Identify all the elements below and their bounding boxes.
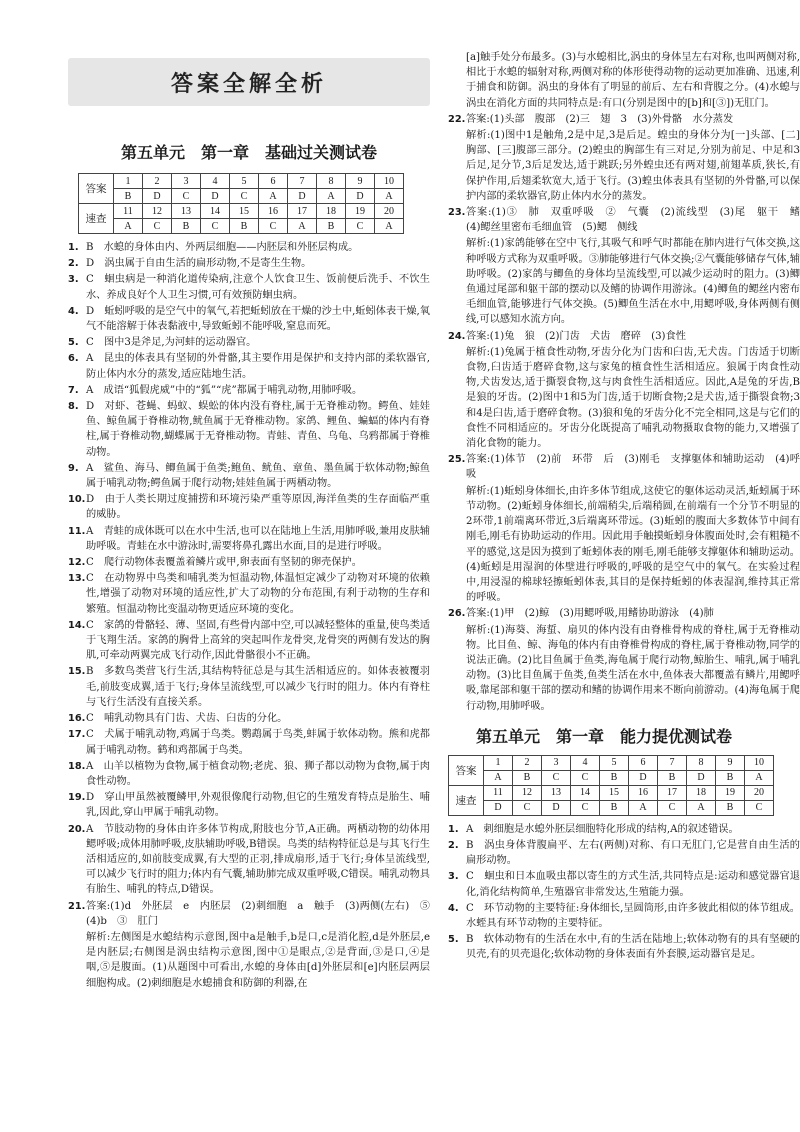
- table-cell: 14: [571, 785, 600, 800]
- answer-item: [68, 351, 430, 381]
- answer-item: [448, 452, 800, 482]
- item-text: C 犬属于哺乳动物,鸡属于鸟类。鹦鹉属于鸟类,蚌属于软体动物。熊和虎都属于哺乳动物。鹤和鸡都属于鸟类。: [86, 729, 430, 756]
- table-cell: 6: [259, 174, 288, 189]
- left-column: [68, 58, 441, 992]
- table-cell: C: [571, 770, 600, 785]
- table-cell: A: [288, 219, 317, 234]
- table-label: 速查: [449, 785, 484, 815]
- table-cell: 12: [143, 204, 172, 219]
- item-text: A 青蛙的成体既可以在水中生活,也可以在陆地上生活,用肺呼吸,兼用皮肤辅助呼吸。青蛙在水中游泳时,需要将鼻孔露出水面,目的是进行呼吸。: [86, 525, 430, 552]
- item-text: A 鲨鱼、海马、鲫鱼属于鱼类;鲍鱼、鱿鱼、章鱼、墨鱼属于软体动物;鲸鱼属于哺乳动物;鳄鱼属于爬行动物;娃娃鱼属于两栖动物。: [86, 462, 430, 490]
- answer-quick-table-advanced: [448, 755, 774, 816]
- table-cell: C: [143, 219, 172, 234]
- item-text: 解析:(1)家鸽能够在空中飞行,其吸气和呼气时都能在肺内进行气体交换,这种呼吸方式称为双重呼吸。③肺能够进行气体交换;②气囊能够储存气体,辅助呼吸。(2)家鸽与鲫鱼的身体均呈流线型,可以减少运动时的阻力。(3)鲫鱼通过尾部和躯干部的摆动以及鳍的协调作用游泳。(4)鲫鱼的鳃丝内密布毛细血管,能够进行气体交换。(5)鲫鱼生活在水中,用鳃呼吸,身体两侧有侧线,可以感知水流方向。: [466, 238, 800, 326]
- item-number: 4.: [68, 305, 79, 317]
- item-text: A 节肢动物的身体由许多体节构成,附肢也分节,A正确。两栖动物的幼体用鳃呼吸;成体用肺呼吸,皮肤辅助呼吸,B错误。鸟类的结构特征总是与其飞行生活相适应的,如前肢变成翼,有大型的正羽,排成扇形,适于飞行;身体呈流线型,可以减少飞行时的阻力;体内有气囊,辅助肺完成双重呼吸,C错误。哺乳动物具有胎生、哺乳的特点,D错误。: [86, 823, 430, 896]
- item-number: 23.: [448, 207, 466, 219]
- table-cell: D: [346, 189, 375, 204]
- advanced-answer-list: [448, 822, 800, 963]
- table-cell: A: [259, 189, 288, 204]
- table-cell: 18: [687, 785, 716, 800]
- table-cell: 4: [571, 755, 600, 770]
- table-cell: A: [484, 770, 513, 785]
- table-cell: A: [375, 189, 404, 204]
- item-text: D 由于人类长期过度捕捞和环境污染严重等原因,海洋鱼类的生存面临严重的威胁。: [86, 494, 430, 521]
- table-cell: 11: [114, 204, 143, 219]
- answer-item: [68, 664, 430, 710]
- table-cell: 6: [629, 755, 658, 770]
- item-number: 1.: [68, 242, 79, 253]
- table-cell: C: [658, 800, 687, 815]
- item-number: 2.: [448, 839, 459, 851]
- answer-item: [448, 128, 800, 204]
- item-text: 答案:(1)头部 腹部 (2)三 翅 3 (3)外骨骼 水分蒸发: [466, 113, 734, 125]
- table-cell: C: [571, 800, 600, 815]
- answer-item: [68, 711, 430, 726]
- table-cell: 5: [600, 755, 629, 770]
- item-text: D 涡虫属于自由生活的扁形动物,不是寄生生物。: [86, 258, 312, 270]
- item-text: 解析:(1)图中1是触角,2是中足,3是后足。蝗虫的身体分为[一]头部、[二]胸部、[三]腹部三部分。(2)蝗虫的胸部生有三对足,分别为前足、中足和3后足,足分节,3后足发达,适于跳跃;另外蝗虫还有两对翅,前翅革质,狭长,有保护作用,后翅柔软宽大,适于飞行。(3)蝗虫体表具有坚韧的外骨骼,可以保护内部的柔软器官,防止体内水分的蒸发。: [466, 130, 800, 202]
- table-cell: 8: [687, 755, 716, 770]
- table-cell: D: [143, 189, 172, 204]
- answer-item: [448, 606, 800, 621]
- answer-item: [68, 899, 441, 929]
- table-cell: 20: [745, 785, 774, 800]
- continued-explanation: [448, 50, 800, 111]
- answer-item: [68, 524, 430, 554]
- item-text: C 图中3是斧足,为河蚌的运动器官。: [86, 337, 257, 349]
- table-row: [449, 755, 774, 770]
- table-row: [79, 189, 404, 204]
- table-cell: C: [172, 189, 201, 204]
- table-cell: 9: [716, 755, 745, 770]
- item-text: 解析:(1)兔属于植食性动物,牙齿分化为门齿和臼齿,无犬齿。门齿适于切断食物,臼齿适于磨碎食物,这与家兔的植食性生活相适应。狼属于肉食性动物,犬齿发达,适于撕裂食物,这与肉食性生活相适应。因此,A是兔的牙齿,B是狼的牙齿。(2)图中1和5为门齿,适于切断食物;2是犬齿,适于撕裂食物;3和4是臼齿,适于磨碎食物。(3)狼和兔的牙齿分化不完全相同,这是与它们的食性不同相适应的。牙齿分化既提高了哺乳动物摄取食物的能力,又增强了消化食物的能力。: [466, 346, 800, 450]
- answer-item: [68, 790, 430, 820]
- table-cell: A: [375, 219, 404, 234]
- table-cell: D: [484, 800, 513, 815]
- item-text: 答案:(1)体节 (2)前 环带 后 (3)刚毛 支撑躯体和辅助运动 (4)呼吸: [466, 454, 800, 481]
- answer-item: [448, 112, 800, 127]
- item-number: 1.: [448, 823, 459, 835]
- answer-item: [68, 555, 430, 570]
- answer-item: [448, 822, 800, 837]
- item-text: D 穿山甲虽然被覆鳞甲,外观很像爬行动物,但它的生殖发育特点是胎生、哺乳,因此,穿山甲属于哺乳动物。: [86, 792, 430, 819]
- basic-answer-list-cont: [448, 112, 800, 714]
- item-text: D 蚯蚓呼吸的是空气中的氧气,若把蚯蚓放在干燥的沙土中,蚯蚓体表干燥,氧气不能溶解于体表黏液中,导致蚯蚓不能呼吸,窒息而死。: [86, 305, 430, 333]
- item-text: C 环节动物的主要特征:身体细长,呈圆筒形,由许多彼此相似的体节组成。水蛭具有环节动物的主要特征。: [466, 902, 800, 929]
- table-row: [449, 770, 774, 785]
- unit-title-advanced: 第五单元 第一章 能力提优测试卷: [476, 726, 733, 746]
- item-text: B 软体动物有的生活在水中,有的生活在陆地上;软体动物有的具有坚硬的贝壳,有的贝壳退化;软体动物的身体表面有外套膜,运动器官是足。: [466, 934, 800, 961]
- answer-item: [448, 901, 800, 931]
- table-cell: B: [513, 770, 542, 785]
- table-cell: B: [716, 770, 745, 785]
- table-cell: C: [745, 800, 774, 815]
- item-number: 14.: [68, 619, 86, 631]
- item-number: 5.: [448, 934, 459, 946]
- table-cell: B: [317, 219, 346, 234]
- item-number: 16.: [68, 713, 86, 725]
- table-cell: A: [687, 800, 716, 815]
- answer-item: [448, 932, 800, 962]
- item-number: 18.: [68, 760, 86, 772]
- item-number: 21.: [68, 900, 86, 912]
- unit-title-basic: 第五单元 第一章 基础过关测试卷: [120, 143, 377, 162]
- item-number: 24.: [448, 330, 466, 342]
- table-cell: 8: [317, 174, 346, 189]
- table-row: [79, 219, 404, 234]
- table-cell: 2: [513, 755, 542, 770]
- answer-item: [448, 484, 800, 606]
- item-text: C 在动物界中鸟类和哺乳类为恒温动物,体温恒定减少了动物对环境的依赖性,增强了动物对环境的适应性,扩大了动物的分布范围,有利于动物的生存和繁殖。恒温动物比变温动物更适应环境的变化。: [86, 573, 430, 615]
- answer-item: [68, 492, 430, 522]
- table-cell: C: [201, 219, 230, 234]
- table-cell: 17: [288, 204, 317, 219]
- item-number: 3.: [68, 274, 79, 286]
- table-cell: D: [542, 800, 571, 815]
- item-text: 答案:(1)d 外胚层 e 内胚层 (2)刺细胞 a 触手 (3)两侧(左右) ⑤ (4)b ③ 肛门: [86, 900, 441, 927]
- item-text: 解析:(1)蚯蚓身体细长,由许多体节组成,这使它的躯体运动灵活,蚯蚓属于环节动物。(2)蚯蚓身体细长,前端稍尖,后端稍圆,在前端有一个分节不明显的2环带,1前端离环带近,3后端离环带远。(3)蚯蚓的腹面大多数体节中间有刚毛,刚毛有协助运动的作用。因此用手触摸蚯蚓身体腹面处时,会有粗糙不平的感觉,这是因为摸到了蚯蚓体表的刚毛,刚毛能够支撑躯体和辅助运动。(4)蚯蚓是用湿润的体壁进行呼吸的,呼吸的是空气中的氧气。在实验过程中,用浸湿的棉球轻擦蚯蚓体表,其目的是保持蚯蚓的体表湿润,维持其正常的呼吸。: [466, 485, 800, 604]
- item-number: 26.: [448, 608, 466, 620]
- answer-item: [68, 272, 430, 302]
- item-number: 12.: [68, 557, 86, 569]
- item-text: A 刺细胞是水螅外胚层细胞特化形成的结构,A的叙述错误。: [466, 823, 739, 835]
- answer-item: [68, 461, 430, 491]
- table-label: 答案: [449, 755, 484, 785]
- item-number: 17.: [68, 729, 86, 741]
- item-text: B 多数鸟类营飞行生活,其结构特征总是与其生活相适应的。如体表被覆羽毛,前肢变成翼,适于飞行;身体呈流线型,可以减少飞行时的阻力。体内有脊柱与飞行生活没有直接关系。: [86, 666, 430, 708]
- item-text: A 山羊以植物为食物,属于植食动物;老虎、狼、狮子都以动物为食物,属于肉食性动物。: [86, 760, 430, 787]
- table-cell: 11: [484, 785, 513, 800]
- table-cell: A: [114, 219, 143, 234]
- item-text: C 蛔虫病是一种消化道传染病,注意个人饮食卫生、饭前便后洗手、不饮生水、养成良好个人卫生习惯,可有效预防蛔虫病。: [86, 274, 430, 301]
- table-cell: B: [658, 770, 687, 785]
- table-row: [79, 204, 404, 219]
- item-text: C 家鸽的骨骼轻、薄、坚固,有些骨内部中空,可以减轻整体的重量,使鸟类适于飞翔生活。家鸽的胸骨上高耸的突起叫作龙骨突,龙骨突的两侧有发达的胸肌,可牵动两翼完成飞行动作,因此骨骼很小不正确。: [86, 619, 430, 662]
- table-cell: 5: [230, 174, 259, 189]
- answer-item: [68, 256, 430, 271]
- table-cell: D: [201, 189, 230, 204]
- table-cell: B: [600, 770, 629, 785]
- table-cell: 20: [375, 204, 404, 219]
- table-cell: C: [346, 219, 375, 234]
- item-text: 解析:(1)海葵、海蜇、扇贝的体内没有由脊椎骨构成的脊柱,属于无脊椎动物。比目鱼、鲸、海龟的体内有由脊椎骨构成的脊柱,属于脊椎动物,同学的说法正确。(2)比目鱼属于鱼类,海龟属于爬行动物,鲸胎生、哺乳,属于哺乳动物。(3)比目鱼属于鱼类,鱼类生活在水中,鱼体表大都覆盖有鳞片,用鳃呼吸,靠尾部和躯干部的摆动和鳍的协调作用来不断向前游动。(4)海龟属于爬行动物,用肺呼吸。: [466, 624, 800, 712]
- item-number: 6.: [68, 353, 79, 365]
- answer-item: [448, 623, 800, 714]
- item-number: 8.: [68, 401, 79, 413]
- answer-item: [448, 869, 800, 899]
- table-cell: D: [687, 770, 716, 785]
- table-cell: 1: [484, 755, 513, 770]
- answer-item: [68, 240, 430, 255]
- item-text: 解析:左侧图是水螅结构示意图,图中a是触手,b是口,c是消化腔,d是外胚层,e是内胚层;右侧图是涡虫结构示意图,图中①是眼点,②是背面,③是口,④是咽,⑤是腹面。(1)从题图中可看出,水螅的身体由[d]外胚层和[e]内胚层两层细胞构成。(2)刺细胞是水螅捕食和防御的利器,在: [86, 931, 430, 989]
- answer-item: [448, 838, 800, 868]
- table-label: 答案: [79, 174, 114, 204]
- table-cell: C: [542, 770, 571, 785]
- item-text: B 水螅的身体由内、外两层细胞——内胚层和外胚层构成。: [86, 242, 359, 253]
- item-text: 答案:(1)③ 肺 双重呼吸 ② 气囊 (2)流线型 (3)尾 躯干 鳍 (4)鳃丝里密布毛细血管 (5)鳃 侧线: [466, 207, 800, 234]
- answer-item: [68, 399, 430, 460]
- table-cell: 4: [201, 174, 230, 189]
- table-cell: 13: [172, 204, 201, 219]
- item-number: 20.: [68, 823, 86, 835]
- table-cell: 3: [172, 174, 201, 189]
- table-cell: 2: [143, 174, 172, 189]
- table-cell: B: [172, 219, 201, 234]
- answer-item: [68, 727, 430, 757]
- item-text: C 蛔虫和日本血吸虫都以寄生的方式生活,共同特点是:运动和感觉器官退化,消化结构简单,生殖器官非常发达,生殖能力强。: [466, 871, 800, 898]
- table-cell: B: [600, 800, 629, 815]
- item-number: 5.: [68, 337, 79, 349]
- table-row: [79, 174, 404, 189]
- item-number: 22.: [448, 113, 466, 125]
- table-cell: 18: [317, 204, 346, 219]
- item-number: 15.: [68, 666, 86, 678]
- table-cell: C: [230, 189, 259, 204]
- item-number: 19.: [68, 792, 86, 804]
- answer-item: [68, 822, 430, 898]
- table-row: [449, 785, 774, 800]
- table-cell: 15: [600, 785, 629, 800]
- basic-answer-list: [68, 240, 441, 991]
- answer-item: [68, 335, 430, 350]
- item-number: 4.: [448, 902, 459, 914]
- table-cell: B: [230, 219, 259, 234]
- table-cell: 17: [658, 785, 687, 800]
- answer-item: [68, 759, 430, 789]
- table-cell: C: [513, 800, 542, 815]
- table-cell: 16: [629, 785, 658, 800]
- table-cell: 12: [513, 785, 542, 800]
- table-cell: 19: [716, 785, 745, 800]
- item-number: 25.: [448, 454, 466, 466]
- table-cell: 15: [230, 204, 259, 219]
- table-cell: 19: [346, 204, 375, 219]
- table-cell: 7: [288, 174, 317, 189]
- answer-item: [68, 571, 430, 617]
- table-cell: 13: [542, 785, 571, 800]
- answer-item: [68, 930, 430, 991]
- right-column: [448, 50, 800, 964]
- table-cell: 14: [201, 204, 230, 219]
- answer-item: [68, 304, 430, 334]
- table-cell: A: [317, 189, 346, 204]
- table-cell: D: [288, 189, 317, 204]
- item-text: C 爬行动物体表覆盖着鳞片或甲,卵表面有坚韧的卵壳保护。: [86, 557, 362, 569]
- item-number: 10.: [68, 494, 86, 506]
- table-cell: D: [629, 770, 658, 785]
- table-cell: 7: [658, 755, 687, 770]
- item-number: 7.: [68, 384, 79, 396]
- table-cell: B: [114, 189, 143, 204]
- table-cell: 3: [542, 755, 571, 770]
- answer-item: [448, 205, 800, 235]
- table-cell: A: [745, 770, 774, 785]
- table-row: [449, 800, 774, 815]
- table-cell: 10: [745, 755, 774, 770]
- table-label: 速查: [79, 204, 114, 234]
- item-text: B 涡虫身体背腹扁平、左右(两侧)对称、有口无肛门,它是营自由生活的扁形动物。: [466, 839, 800, 867]
- table-cell: 1: [114, 174, 143, 189]
- table-cell: 16: [259, 204, 288, 219]
- answer-item: [448, 345, 800, 451]
- answer-item: [68, 618, 430, 664]
- answer-item: [448, 236, 800, 327]
- item-number: 2.: [68, 258, 79, 270]
- item-text: D 对虾、苍蝇、蚂蚁、蜈蚣的体内没有脊柱,属于无脊椎动物。鳄鱼、娃娃鱼、鲸鱼属于脊椎动物,鱿鱼属于无脊椎动物。家鸽、鲤鱼、蝙蝠的体内有脊柱,属于脊椎动物,蝴蝶属于无脊椎动物。青蛙、青鱼、乌龟、乌鸦都属于脊椎动物。: [86, 401, 430, 458]
- explanation-paragraph: [a]触手处分布最多。(3)与水螅相比,涡虫的身体呈左右对称,也叫两侧对称,相比于水螅的辐射对称,两侧对称的体形使得动物的运动更加准确、迅速,利于捕食和防御。涡虫的身体有了明显的前后、左右和背腹之分。(4)水螅与涡虫在消化方面的共同特点是:有口(分别是图中的[b]和[③])无肛门。: [466, 52, 800, 109]
- item-text: A 成语“狐假虎威”中的“狐”“虎”都属于哺乳动物,用肺呼吸。: [86, 384, 363, 396]
- item-text: 答案:(1)兔 狼 (2)门齿 犬齿 磨碎 (3)食性: [466, 330, 686, 342]
- answer-banner: 答案全解全析: [68, 58, 430, 106]
- table-cell: B: [716, 800, 745, 815]
- table-cell: 10: [375, 174, 404, 189]
- table-cell: C: [259, 219, 288, 234]
- item-number: 11.: [68, 525, 86, 537]
- item-number: 9.: [68, 462, 79, 474]
- item-text: C 哺乳动物具有门齿、犬齿、臼齿的分化。: [86, 713, 288, 725]
- table-cell: A: [629, 800, 658, 815]
- answer-quick-table-basic: [78, 173, 404, 234]
- answer-item: [448, 329, 800, 344]
- item-text: 答案:(1)甲 (2)鲸 (3)用鳃呼吸,用鳍协助游泳 (4)肺: [466, 608, 714, 620]
- item-text: A 昆虫的体表具有坚韧的外骨骼,其主要作用是保护和支持内部的柔软器官,防止体内水分的蒸发,适应陆地生活。: [86, 353, 430, 380]
- item-number: 3.: [448, 871, 459, 883]
- table-cell: 9: [346, 174, 375, 189]
- item-number: 13.: [68, 573, 86, 585]
- answer-item: [68, 383, 430, 398]
